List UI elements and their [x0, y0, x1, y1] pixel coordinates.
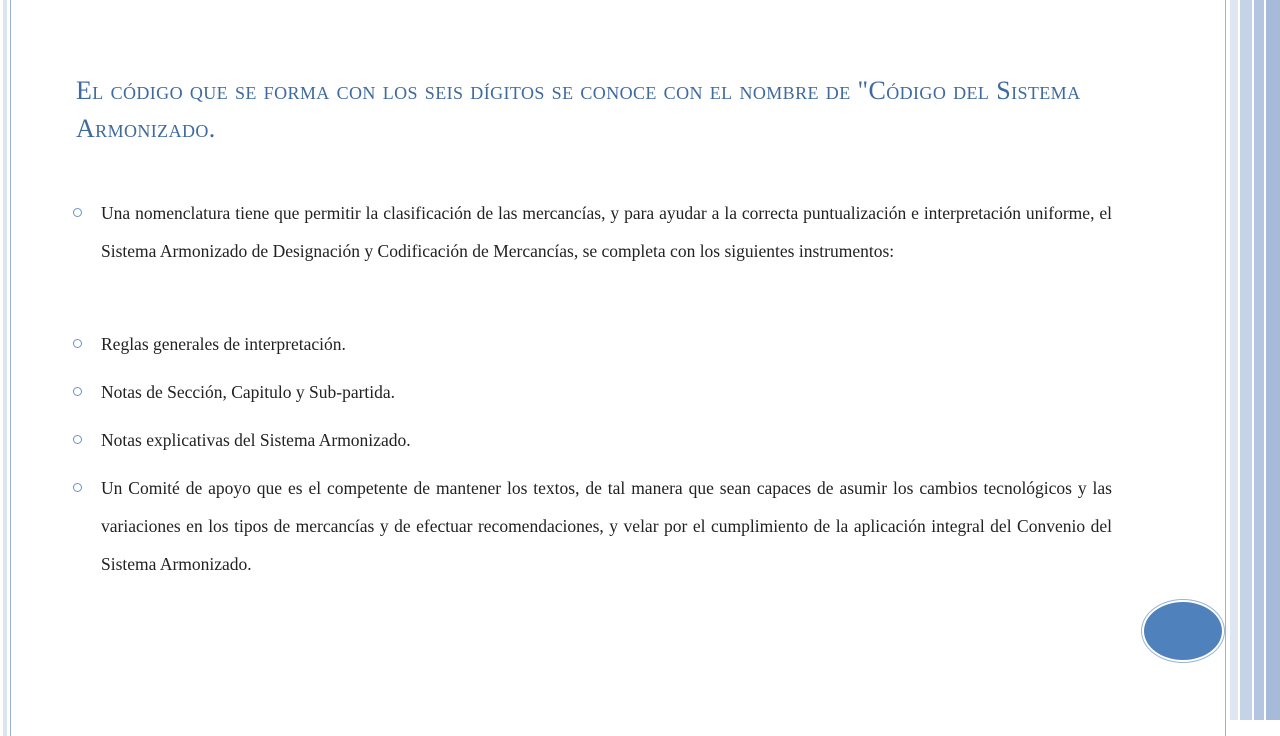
slide-title: El código que se forma con los seis dígitos se conoce con el nombre de "Código del Sistema Armonizado. [76, 76, 1081, 143]
list-item [72, 421, 1112, 459]
list-item [72, 325, 1112, 363]
bullet-text: Notas explicativas del Sistema Armonizado. [101, 430, 411, 450]
bullet-text: Un Comité de apoyo que es el competente de mantener los textos, de tal manera que sean capaces de asumir los cambios tecnológicos y las variaciones en los tipos de mercancías y de efectuar recomendaciones, y velar por el cumplimiento de la aplicación integral del Convenio del Sistema Armonizado. [101, 478, 1112, 574]
list-item [72, 194, 1112, 270]
bullet-text: Reglas generales de interpretación. [101, 334, 346, 354]
bullet-marker-icon [73, 435, 82, 444]
bullet-list [72, 194, 1112, 583]
bullet-marker-icon [73, 339, 82, 348]
bullet-marker-icon [73, 483, 82, 492]
bullet-text: Una nomenclatura tiene que permitir la clasificación de las mercancías, y para ayudar a la correcta puntualización e interpretación uniforme, el Sistema Armonizado de Designación y Codificación de Mercancías, se completa con los siguientes instrumentos: [101, 203, 1112, 261]
decorative-band [1266, 0, 1280, 720]
decorative-circle-icon [1142, 600, 1224, 662]
bullet-marker-icon [73, 208, 82, 217]
bullet-text: Notas de Sección, Capitulo y Sub-partida. [101, 382, 396, 402]
decorative-band [1254, 0, 1264, 720]
decorative-band [1230, 0, 1238, 720]
list-item [72, 469, 1112, 583]
bullet-marker-icon [73, 387, 82, 396]
list-item [72, 373, 1112, 411]
decorative-band [1240, 0, 1252, 720]
